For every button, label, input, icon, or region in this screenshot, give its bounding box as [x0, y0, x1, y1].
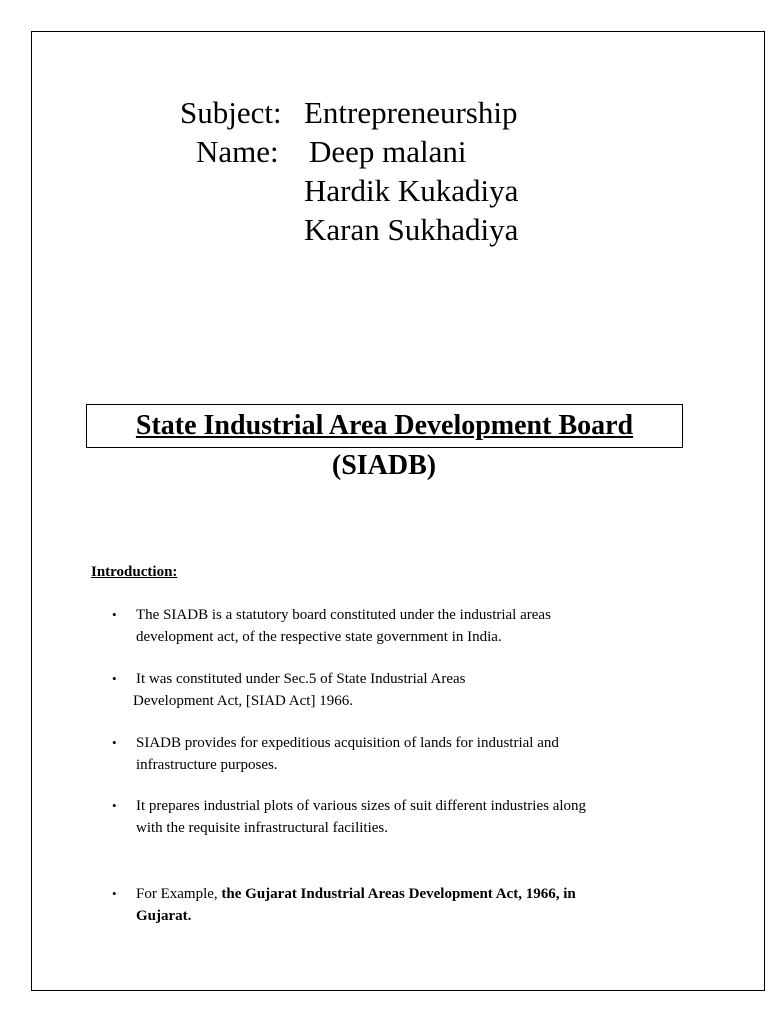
bullet-line: It was constituted under Sec.5 of State Industrial Areas	[136, 671, 466, 687]
bullet-line: infrastructure purposes.	[136, 757, 278, 773]
subject-label: Subject:	[180, 95, 282, 130]
bullet-line: Development Act, [SIAD Act] 1966.	[133, 693, 353, 709]
example-prefix: For Example,	[136, 886, 222, 902]
example-bold-text: the Gujarat Industrial Areas Development Act, 1966, in	[221, 886, 576, 902]
name-value-3: Karan Sukhadiya	[304, 212, 519, 247]
name-label: Name:	[196, 134, 279, 169]
name-row-3	[180, 210, 518, 249]
name-value-1: Deep malani	[309, 134, 467, 169]
bullet-line: It prepares industrial plots of various sizes of suit different industries along	[136, 798, 587, 814]
header-block	[180, 93, 518, 249]
bullet-line: The SIADB is a statutory board constituted under the industrial areas	[136, 607, 551, 623]
title-box	[86, 404, 683, 448]
bullet-icon: •	[112, 798, 117, 813]
introduction-heading: Introduction:	[91, 564, 178, 580]
bullet-icon: •	[112, 886, 117, 901]
subtitle: (SIADB)	[331, 450, 437, 481]
name-row	[180, 132, 518, 171]
bullet-text	[136, 732, 692, 776]
example-bold-text-2: Gujarat.	[136, 908, 192, 924]
main-title: State Industrial Area Development Board	[135, 410, 634, 441]
bullet-text	[136, 795, 692, 839]
name-value-2: Hardik Kukadiya	[304, 173, 519, 208]
bullet-icon: •	[112, 607, 117, 622]
name-row-2	[180, 171, 518, 210]
bullet-icon: •	[112, 735, 117, 750]
bullet-line: SIADB provides for expeditious acquisition of lands for industrial and	[136, 735, 559, 751]
bullet-text	[133, 668, 692, 712]
bullet-line: development act, of the respective state government in India.	[136, 629, 502, 645]
bullet-text	[136, 604, 692, 648]
bullet-line: with the requisite infrastructural facilities.	[136, 820, 388, 836]
bullet-text	[136, 883, 692, 927]
bullet-icon: •	[112, 671, 117, 686]
subject-value: Entrepreneurship	[304, 95, 518, 130]
subject-row	[180, 93, 518, 132]
